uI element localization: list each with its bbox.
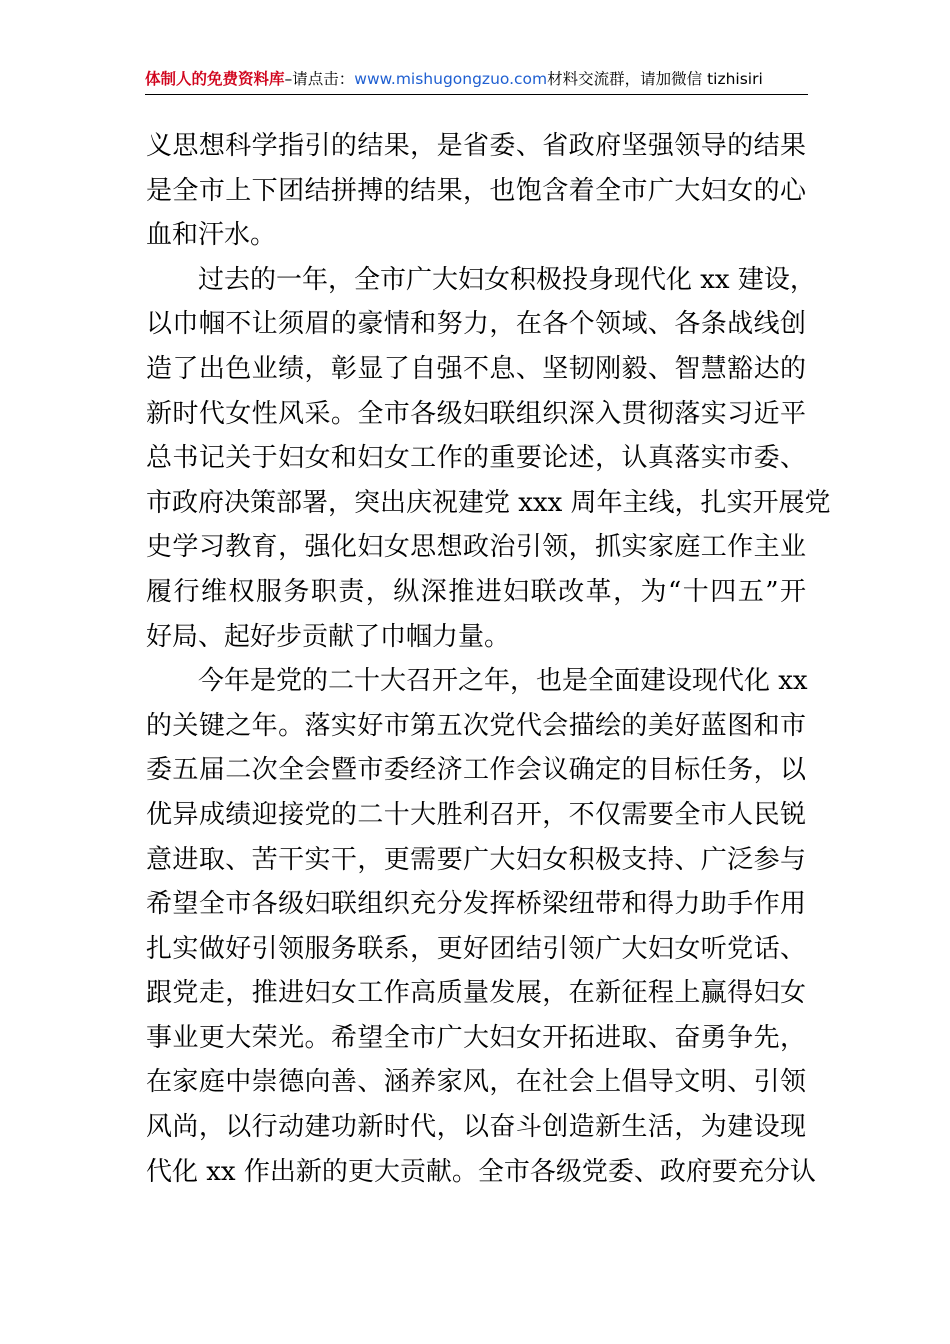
text-line: 新时代女性风采。全市各级妇联组织深入贯彻落实习近平 [146,398,806,429]
text-line: 好局、起好步贡献了巾帼力量。 [146,621,511,652]
text-line: 市政府决策部署，突出庆祝建党 xxx 周年主线，扎实开展党 [146,487,831,518]
text-line: 造了出色业绩，彰显了自强不息、坚韧刚毅、智慧豁达的 [146,353,806,384]
header-note: 材料交流群，请加微信 tizhisiri [547,70,763,88]
text-line: 履行维权服务职责，纵深推进妇联改革，为“十四五”开 [146,576,806,607]
text-line: 史学习教育，强化妇女思想政治引领，抓实家庭工作主业 [146,532,806,563]
header-brand: 体制人的免费资料库 [145,70,285,88]
text-line: 希望全市各级妇联组织充分发挥桥梁纽带和得力助手作用 [146,889,806,920]
text-line: 总书记关于妇女和妇女工作的重要论述，认真落实市委、 [146,443,806,474]
header-url-link[interactable]: www.mishugongzuo.com [354,70,548,88]
text-line: 代化 xx 作出新的更大贡献。全市各级党委、政府要充分认 [146,1156,816,1187]
text-line: 意进取、苦干实干，更需要广大妇女积极支持、广泛参与 [146,844,806,875]
text-line: 义思想科学指引的结果，是省委、省政府坚强领导的结果 [146,131,806,161]
paragraph-2 [146,258,831,659]
page-header [145,64,808,95]
text-line: 血和汗水。 [146,220,277,251]
text-line: 过去的一年，全市广大妇女积极投身现代化 xx 建设， [198,264,816,295]
text-line: 委五届二次全会暨市委经济工作会议确定的目标任务，以 [146,755,806,786]
text-line: 以巾帼不让须眉的豪情和努力，在各个领域、各条战线创 [146,309,806,340]
paragraph-1 [146,124,806,258]
paragraph-3 [146,659,816,1194]
text-line: 今年是党的二十大召开之年，也是全面建设现代化 xx [198,666,808,697]
text-line: 是全市上下团结拼搏的结果，也饱含着全市广大妇女的心 [146,175,806,206]
header-prompt: –请点击： [284,70,355,88]
text-line: 跟党走，推进妇女工作高质量发展，在新征程上赢得妇女 [146,978,806,1009]
text-line: 扎实做好引领服务联系，更好团结引领广大妇女听党话、 [146,933,806,964]
text-line: 风尚，以行动建功新时代，以奋斗创造新生活，为建设现 [146,1112,806,1143]
text-line: 事业更大荣光。希望全市广大妇女开拓进取、奋勇争先， [146,1022,806,1053]
text-line: 的关键之年。落实好市第五次党代会描绘的美好蓝图和市 [146,710,806,741]
text-line: 优异成绩迎接党的二十大胜利召开，不仅需要全市人民锐 [146,799,806,830]
document-body [146,124,831,1194]
text-line: 在家庭中崇德向善、涵养家风，在社会上倡导文明、引领 [146,1067,806,1098]
